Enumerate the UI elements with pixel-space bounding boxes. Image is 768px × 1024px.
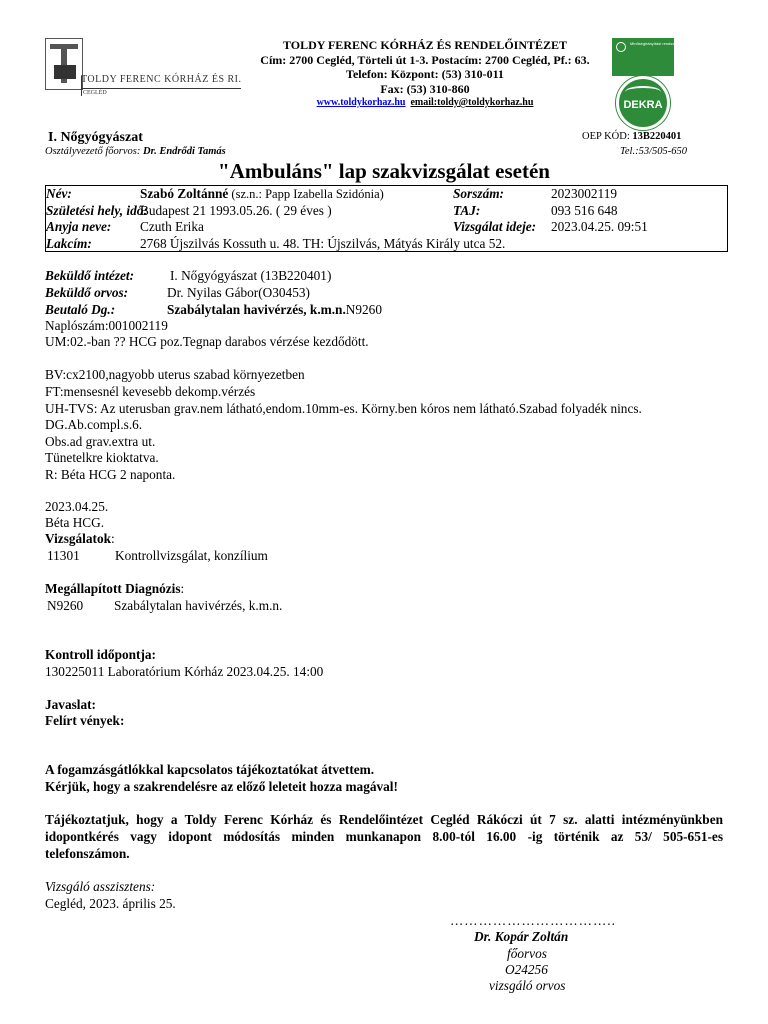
finding-line: Obs.ad grav.extra ut. xyxy=(45,434,156,449)
followup-date: 2023.04.25. xyxy=(45,499,109,514)
referral-institute: Beküldő intézet: I. Nőgyógyászat (13B220401) xyxy=(45,268,332,283)
certification-box: Minőségirányítási rendszer ISO 9001:2008 xyxy=(612,38,674,76)
bring-results-notice: Kérjük, hogy a szakrendelésre az előző leleteit hozza magával! xyxy=(45,779,398,794)
followup-test: Béta HCG. xyxy=(45,515,105,530)
hospital-header xyxy=(235,38,615,111)
appointment-info-line: telefonszámon. xyxy=(45,846,130,861)
department-tel: Tel.:53/505-650 xyxy=(620,146,687,157)
hospital-fax: Fax: (53) 310-860 xyxy=(380,81,470,96)
email-link[interactable]: email:toldy@toldykorhaz.hu xyxy=(410,97,534,108)
control-heading: Kontroll időpontja: xyxy=(45,647,156,662)
diagnosis-heading: Megállapított Diagnózis: xyxy=(45,581,185,596)
dekra-seal: DEKRA xyxy=(616,76,670,130)
finding-line: DG.Ab.compl.s.6. xyxy=(45,417,143,432)
website-link[interactable]: www.toldykorhaz.hu xyxy=(316,97,406,108)
document-title: "Ambuláns" lap szakvizsgálat esetén xyxy=(218,159,550,183)
doctor-name: Dr. Kopár Zoltán xyxy=(474,929,569,944)
exams-heading: Vizsgálatok: xyxy=(45,531,115,546)
control-appointment: 130225011 Laboratórium Kórház 2023.04.25. 14:00 xyxy=(45,664,324,679)
finding-line: BV:cx2100,nagyobb uterus szabad környezetben xyxy=(45,367,305,382)
department-head: Osztályvezető főorvos: Dr. Endrődi Tamás xyxy=(45,146,226,157)
finding-line: UH-TVS: Az uterusban grav.nem látható,endom.10mm-es. Körny.ben kóros nem látható.Szabad folyadék nincs. xyxy=(45,401,642,416)
contraceptive-notice: A fogamzásgátlókkal kapcsolatos tájékoztatókat átvettem. xyxy=(45,762,375,777)
logo-city: CEGLÉD xyxy=(83,90,107,96)
check-icon xyxy=(616,42,626,52)
finding-line: R: Béta HCG 2 naponta. xyxy=(45,467,176,482)
patient-table: Név: Szabó Zoltánné (sz.n.: Papp Izabella Szidónia) Sorszám: 2023002119 Születési hely, idő: Budapest 21 1993.05.26. ( 29 éves ) TAJ: 093 516 648 Anyja neve: Czuth Erika Vizsgálat ideje: 2023.04.25. 09:51 Lakcím: 2768 Újszilvás Kossuth u. 48. TH: Újszilvás, Mátyás Király utca 52. xyxy=(45,185,728,252)
oep-code: OEP KÓD: 13B220401 xyxy=(582,131,682,142)
referral-diagnosis: Beutaló Dg.: Szabálytalan havivérzés, k.m.n.N9260 xyxy=(45,302,382,317)
hospital-logo-mark xyxy=(45,38,83,90)
hospital-phone: Telefon: Központ: (53) 310-011 xyxy=(346,67,504,81)
diagnosis-item: N9260 Szabálytalan havivérzés, k.m.n. xyxy=(47,598,283,613)
um-note: UM:02.-ban ?? HCG poz.Tegnap darabos vérzése kezdődött. xyxy=(45,334,369,349)
department-name: I. Nőgyógyászat xyxy=(48,130,143,145)
doctor-title: főorvos xyxy=(507,946,547,961)
hospital-logo xyxy=(45,38,245,100)
doctor-code: O24256 xyxy=(505,962,548,977)
logo-name: TOLDY FERENC KÓRHÁZ ÉS RI. xyxy=(81,74,242,85)
place-date: Cegléd, 2023. április 25. xyxy=(45,896,176,911)
assistant-label: Vizsgáló asszisztens: xyxy=(45,879,156,894)
signature-line: …………………………….. xyxy=(450,913,616,928)
suggestion-heading: Javaslat: xyxy=(45,697,96,712)
doctor-role: vizsgáló orvos xyxy=(489,978,566,993)
log-number: Naplószám:001002119 xyxy=(45,318,168,333)
prescription-heading: Felírt vények: xyxy=(45,713,125,728)
hospital-address: Cím: 2700 Cegléd, Törteli út 1-3. Postacím: 2700 Cegléd, Pf.: 63. xyxy=(260,52,590,67)
appointment-info-line: idopontkérés vagy idopont módosítás minden munkanapon 8.00-tól 16.00 -ig történik az 53/ 505-651-es xyxy=(45,829,723,844)
referral-doctor: Beküldő orvos: Dr. Nyilas Gábor(O30453) xyxy=(45,285,310,300)
finding-line: Tünetelkre kioktatva. xyxy=(45,450,159,465)
finding-line: FT:mensesnél kevesebb dekomp.vérzés xyxy=(45,384,256,399)
exam-item: 11301 Kontrollvizsgálat, konzílium xyxy=(47,548,268,563)
dekra-badge xyxy=(612,38,706,128)
appointment-info-line: Tájékoztatjuk, hogy a Toldy Ferenc Kórház és Rendelőintézet Cegléd Rákóczi út 7 sz. alatti intézményünkben xyxy=(45,812,723,827)
hospital-title: TOLDY FERENC KÓRHÁZ ÉS RENDELŐINTÉZET xyxy=(282,38,568,52)
